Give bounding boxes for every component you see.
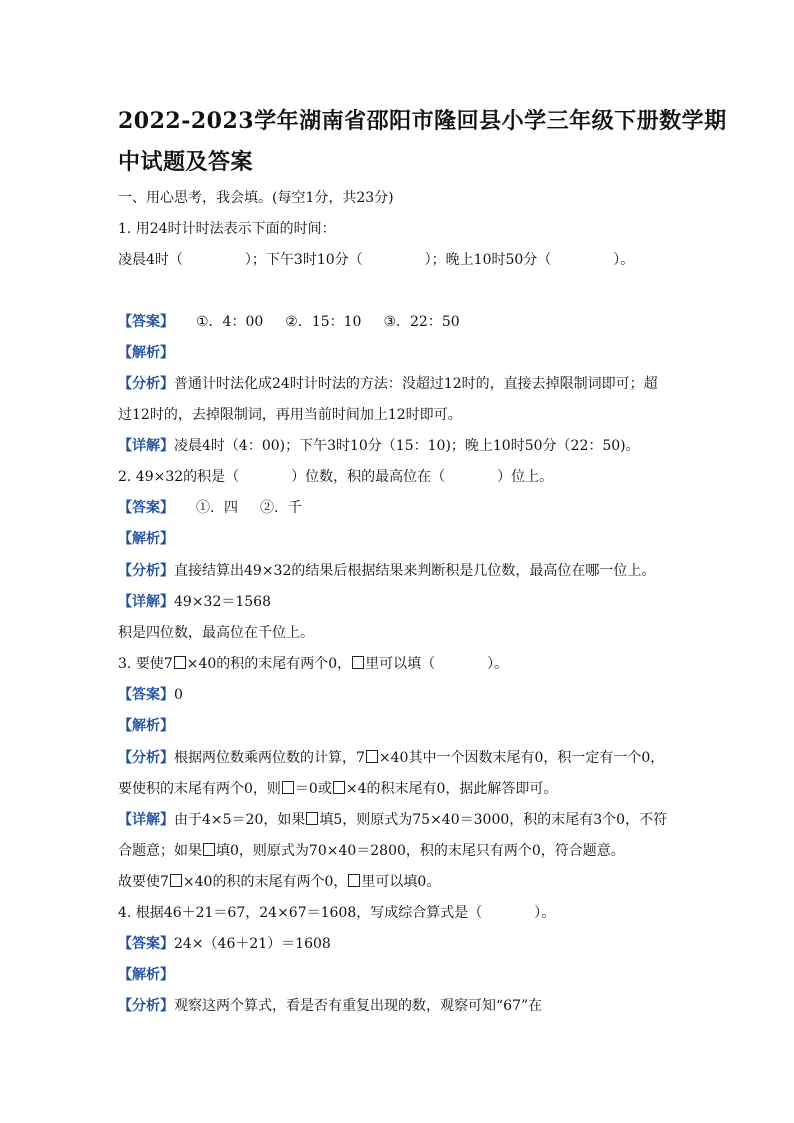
- answer-label: 【答案】: [118, 936, 174, 952]
- q3-answer: 【答案】0: [118, 687, 183, 703]
- analysis-label: 【分析】: [118, 998, 174, 1014]
- q2-detail: 【详解】49×32＝1568: [118, 594, 271, 610]
- analysis-label: 【分析】: [118, 376, 174, 392]
- document-title-line-2: 中试题及答案: [118, 149, 254, 175]
- empty-box-icon: [333, 781, 345, 794]
- analysis-heading: 【解析】: [118, 531, 174, 547]
- q3-analysis: 【分析】根据两位数乘两位数的计算，7 ×40其中一个因数末尾有0，积一定有一个0，: [118, 750, 665, 766]
- q4-answer: 【答案】24×（46＋21）＝1608: [118, 936, 331, 952]
- q3-stem: 3. 要使7 ×40的积的末尾有两个0， 里可以填（ ）。: [118, 656, 509, 672]
- answer-label: 【答案】: [118, 314, 174, 330]
- analysis-heading: 【解析】: [118, 345, 174, 361]
- empty-box-icon: [348, 874, 360, 887]
- empty-box-icon: [282, 781, 294, 794]
- empty-box-icon: [174, 656, 186, 669]
- q3-detail: 【详解】由于4×5＝20，如果 填5，则原式为75×40＝3000，积的末尾有3个0，不符: [118, 812, 668, 828]
- empty-box-icon: [203, 843, 215, 856]
- detail-label: 【详解】: [118, 594, 174, 610]
- section-heading: 一、用心思考，我会填。(每空1分，共23分): [118, 190, 394, 206]
- q1-stem: 1. 用24时计时法表示下面的时间：: [118, 221, 336, 237]
- answer-label: 【答案】: [118, 687, 174, 703]
- q3-analysis-cont: 要使积的末尾有两个0，则 ＝0或 ×4的积末尾有0，据此解答即可。: [118, 781, 558, 797]
- q1-blanks-line: 凌晨4时（ ）；下午3时10分（ ）；晚上10时50分（ ）。: [118, 252, 635, 268]
- q1-analysis: 【分析】普通计时法化成24时计时法的方法：没超过12时的，直接去掉限制词即可；超: [118, 376, 658, 392]
- answer-label: 【答案】: [118, 500, 174, 516]
- q1-analysis-cont: 过12时的，去掉限制词，再用当前时间加上12时即可。: [118, 407, 462, 423]
- q4-analysis: 【分析】观察这两个算式，看是否有重复出现的数，观察可知“67”在: [118, 998, 543, 1014]
- analysis-label: 【分析】: [118, 563, 174, 579]
- q4-stem: 4. 根据46＋21＝67，24×67＝1608，写成综合算式是（ ）。: [118, 905, 556, 921]
- q2-detail-cont: 积是四位数，最高位在千位上。: [118, 625, 314, 641]
- detail-label: 【详解】: [118, 438, 174, 454]
- document-title-line-1: 2022-2023学年湖南省邵阳市隆回县小学三年级下册数学期: [118, 108, 727, 134]
- q2-analysis: 【分析】直接结算出49×32的结果后根据结果来判断积是几位数，最高位在哪一位上。: [118, 563, 656, 579]
- q3-detail-cont: 合题意；如果 填0，则原式为70×40＝2800，积的末尾只有两个0，符合题意。: [118, 843, 625, 859]
- analysis-heading: 【解析】: [118, 718, 174, 734]
- empty-box-icon: [170, 874, 182, 887]
- q2-answer: 【答案】 ①．四 ②．千: [118, 500, 302, 516]
- empty-box-icon: [352, 656, 364, 669]
- analysis-label: 【分析】: [118, 750, 174, 766]
- detail-label: 【详解】: [118, 812, 174, 828]
- q2-stem: 2. 49×32的积是（ ）位数，积的最高位在（ ）位上。: [118, 469, 554, 485]
- empty-box-icon: [306, 812, 318, 825]
- q3-conclusion: 故要使7 ×40的积的末尾有两个0， 里可以填0。: [118, 874, 441, 890]
- empty-box-icon: [366, 750, 378, 763]
- q1-answer: 【答案】 ①．4：00 ②．15：10 ③．22：50: [118, 314, 460, 330]
- analysis-heading: 【解析】: [118, 967, 174, 983]
- q1-detail: 【详解】凌晨4时（4：00)；下午3时10分（15：10)；晚上10时50分（22：50)。: [118, 438, 640, 454]
